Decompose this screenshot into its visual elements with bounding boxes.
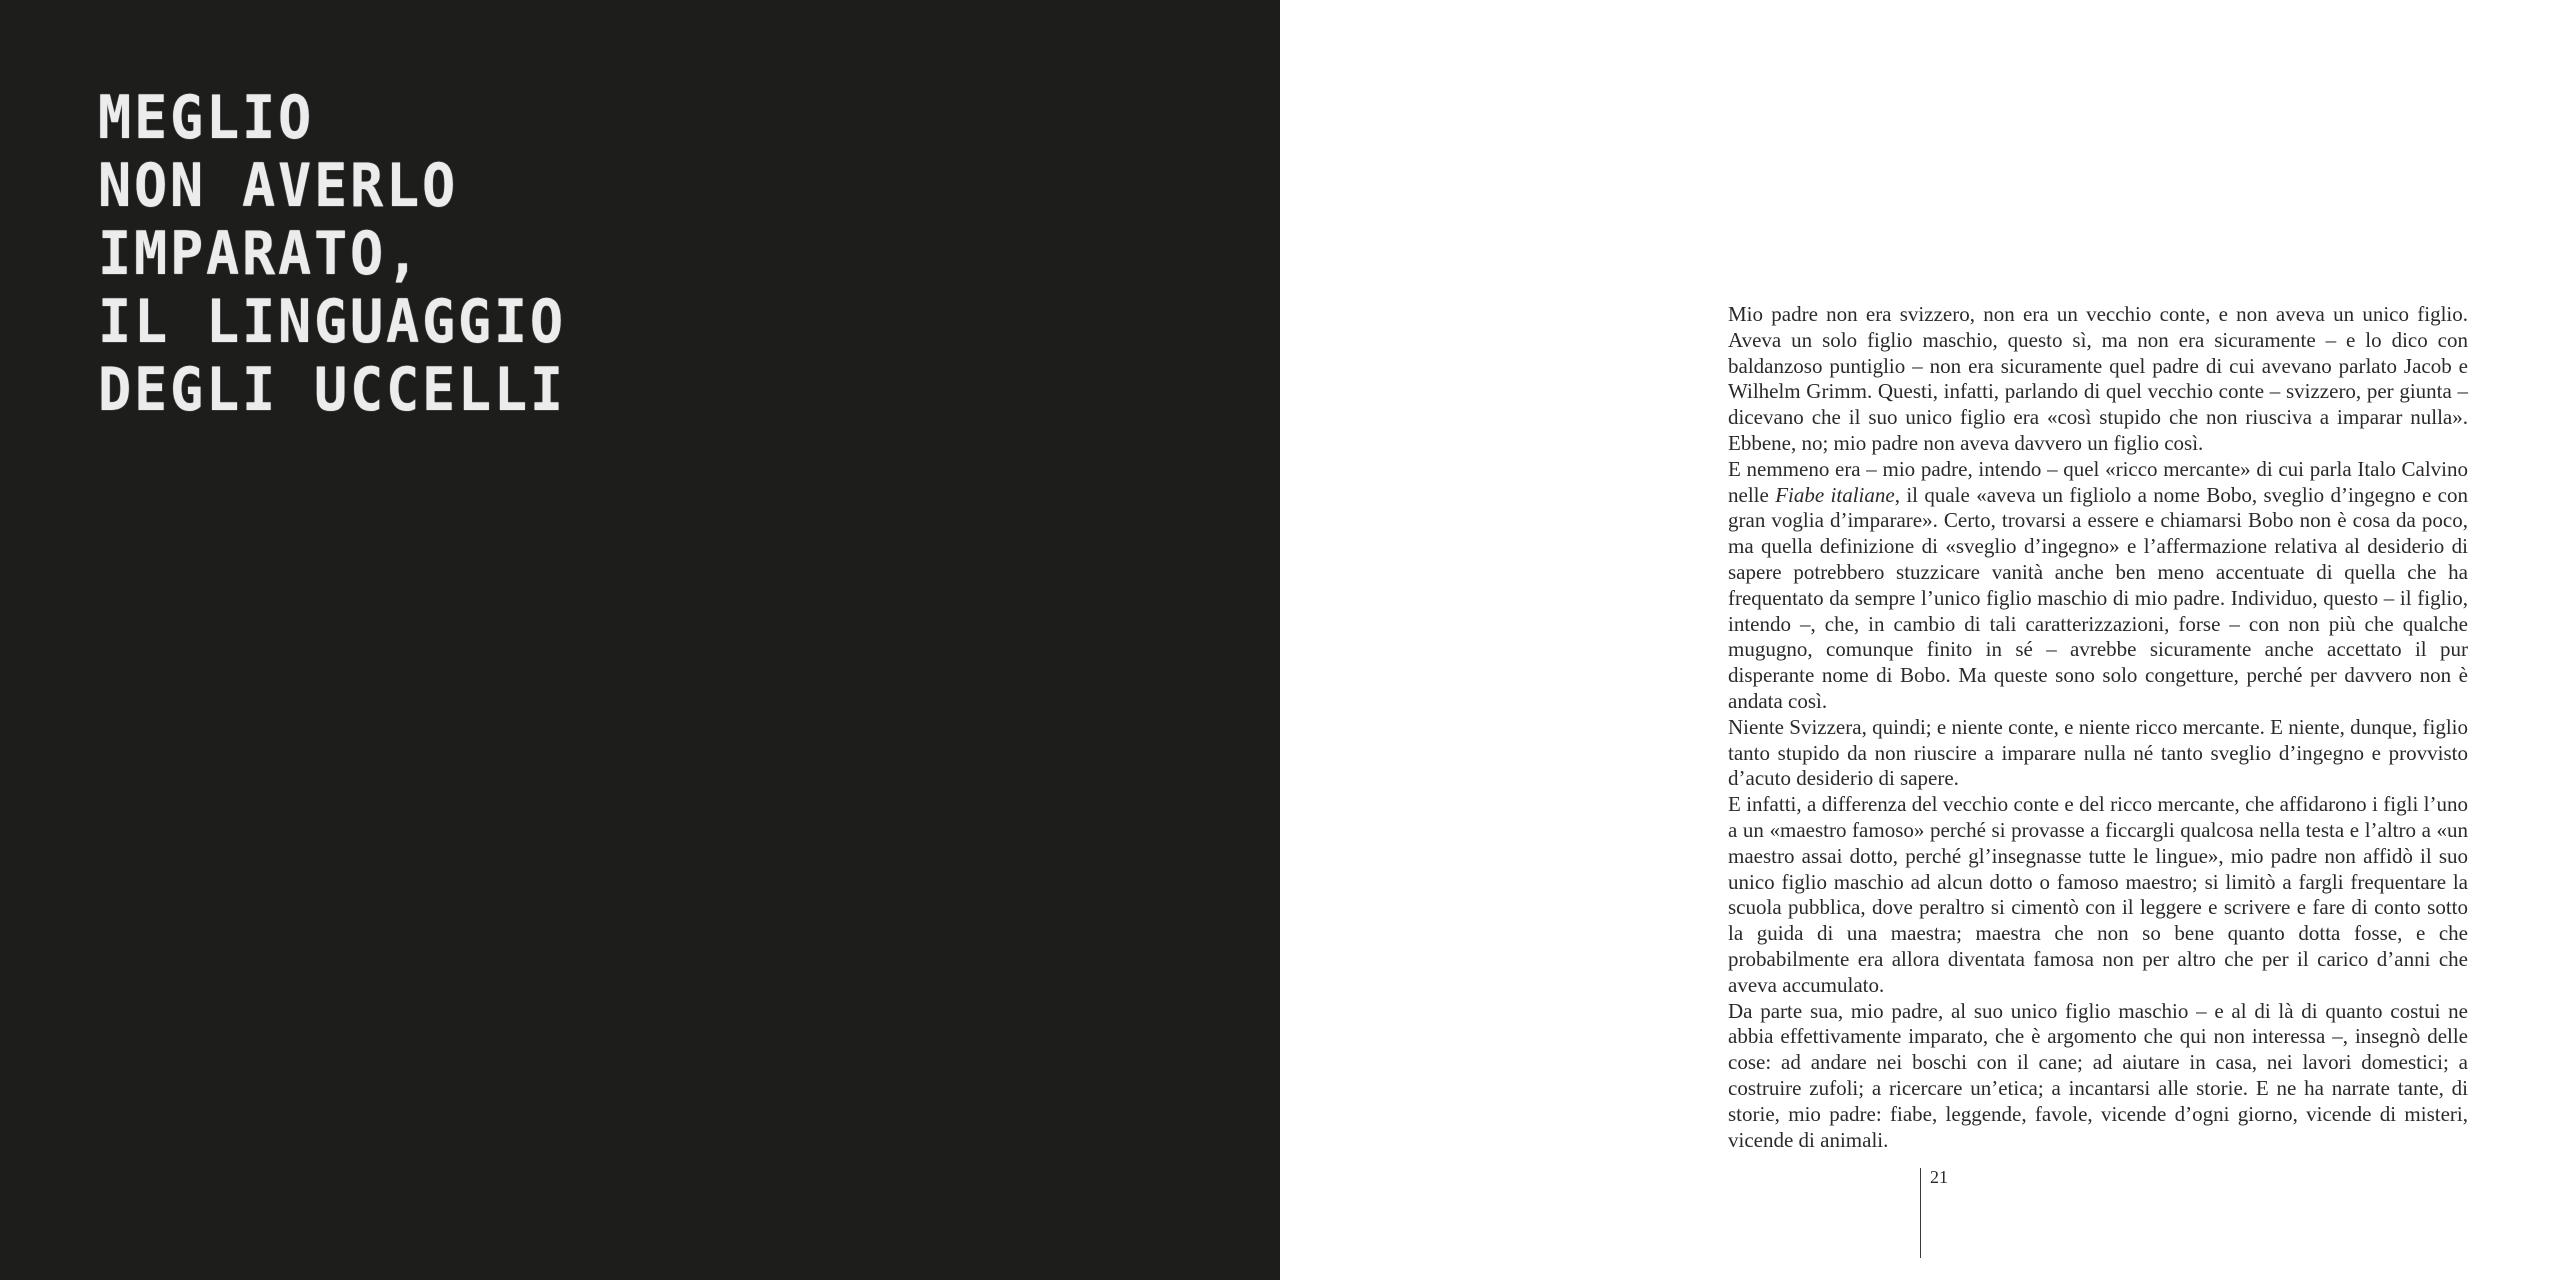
chapter-title-line: DEGLI UCCELLI	[98, 355, 566, 425]
paragraph-text: Da parte sua, mio padre, al suo unico figlio maschio – e al di là di quanto costui ne abbia effettivamente imparato, che è argomento che qui non interessa –, insegnò delle cose: ad andare nei boschi con il cane; ad aiutare in casa, nei lavori domestici; a costruire zufoli; a ricercare un’etica; a incantarsi alle storie. E ne ha narrate tante, di storie, mio padre: fiabe, leggende, favole, vicende d’ogni giorno, vicende di misteri, vicende di animali.	[1728, 998, 2468, 1152]
page-number-rule	[1920, 1168, 1921, 1258]
chapter-title	[98, 84, 607, 424]
paragraph-text: E nemmeno era – mio padre, intendo – quel «ricco mercante» di cui parla Italo Calvino nelle	[1728, 456, 2468, 507]
chapter-title-line: IMPARATO,	[98, 219, 422, 289]
chapter-title-line: IL LINGUAGGIO	[98, 287, 566, 357]
paragraph-text: E infatti, a differenza del vecchio conte e del ricco mercante, che affidarono i figli l’uno a un «maestro famoso» perché si provasse a ficcargli qualcosa nella testa e l’altro a «un maestro assai dotto, perché gl’insegnasse tutte le lingue», mio padre non affidò il suo unico figlio maschio ad alcun dotto o famoso maestro; si limitò a fargli frequentare la scuola pubblica, dove peraltro si cimentò con il leggere e scrivere e fare di conto sotto la guida di una maestra; maestra che non so bene quanto dotta fosse, e che probabilmente era allora diventata famosa non per altro che per il carico d’anni che aveva accumulato.	[1728, 792, 2468, 997]
paragraph-text: , il quale «aveva un figliolo a nome Bobo, sveglio d’ingegno e con gran voglia d’imparare». Certo, trovarsi a essere e chiamarsi Bobo non è cosa da poco, ma quella definizione di «sveglio d’ingegno» e l’affermazione relativa al desiderio di sapere potrebbero stuzzicare vanità anche ben meno accentuate di quella che ha frequentato da sempre l’unico figlio maschio di mio padre. Individuo, questo – il figlio, intendo –, che, in cambio di tali caratterizzazioni, forse – con non più che qualche mugugno, comunque finito in sé – avrebbe sicuramente anche accettato il pur disperante nome di Bobo. Ma queste sono solo congetture, perché per davvero non è andata così.	[1728, 482, 2468, 713]
chapter-title-line: MEGLIO	[98, 83, 314, 153]
paragraph	[1728, 999, 2468, 1154]
book-title-italic: Fiabe italiane	[1775, 482, 1895, 507]
paragraph	[1728, 715, 2468, 792]
paragraph	[1728, 302, 2468, 457]
page-number: 21	[1930, 1167, 1948, 1187]
paragraph	[1728, 457, 2468, 715]
paragraph-text: Mio padre non era svizzero, non era un vecchio conte, e non aveva un unico figlio. Aveva un solo figlio maschio, questo sì, ma non era sicuramente – e lo dico con baldanzoso puntiglio – non era sicuramente quel padre di cui avevano parlato Jacob e Wilhelm Grimm. Questi, infatti, parlando di quel vecchio conte – svizzero, per giunta – dicevano che il suo unico figlio era «così stupido che non riusciva a imparar nulla». Ebbene, no; mio padre non aveva davvero un figlio così.	[1728, 302, 2468, 455]
chapter-title-line: NON AVERLO	[98, 151, 458, 221]
paragraph-text: Niente Svizzera, quindi; e niente conte, e niente ricco mercante. E niente, dunque, figlio tanto stupido da non riuscire a imparare nulla né tanto sveglio d’ingegno e provvisto d’acuto desiderio di sapere.	[1728, 714, 2468, 791]
body-text	[1728, 302, 2468, 1153]
right-page	[1280, 0, 2560, 1280]
paragraph	[1728, 792, 2468, 998]
